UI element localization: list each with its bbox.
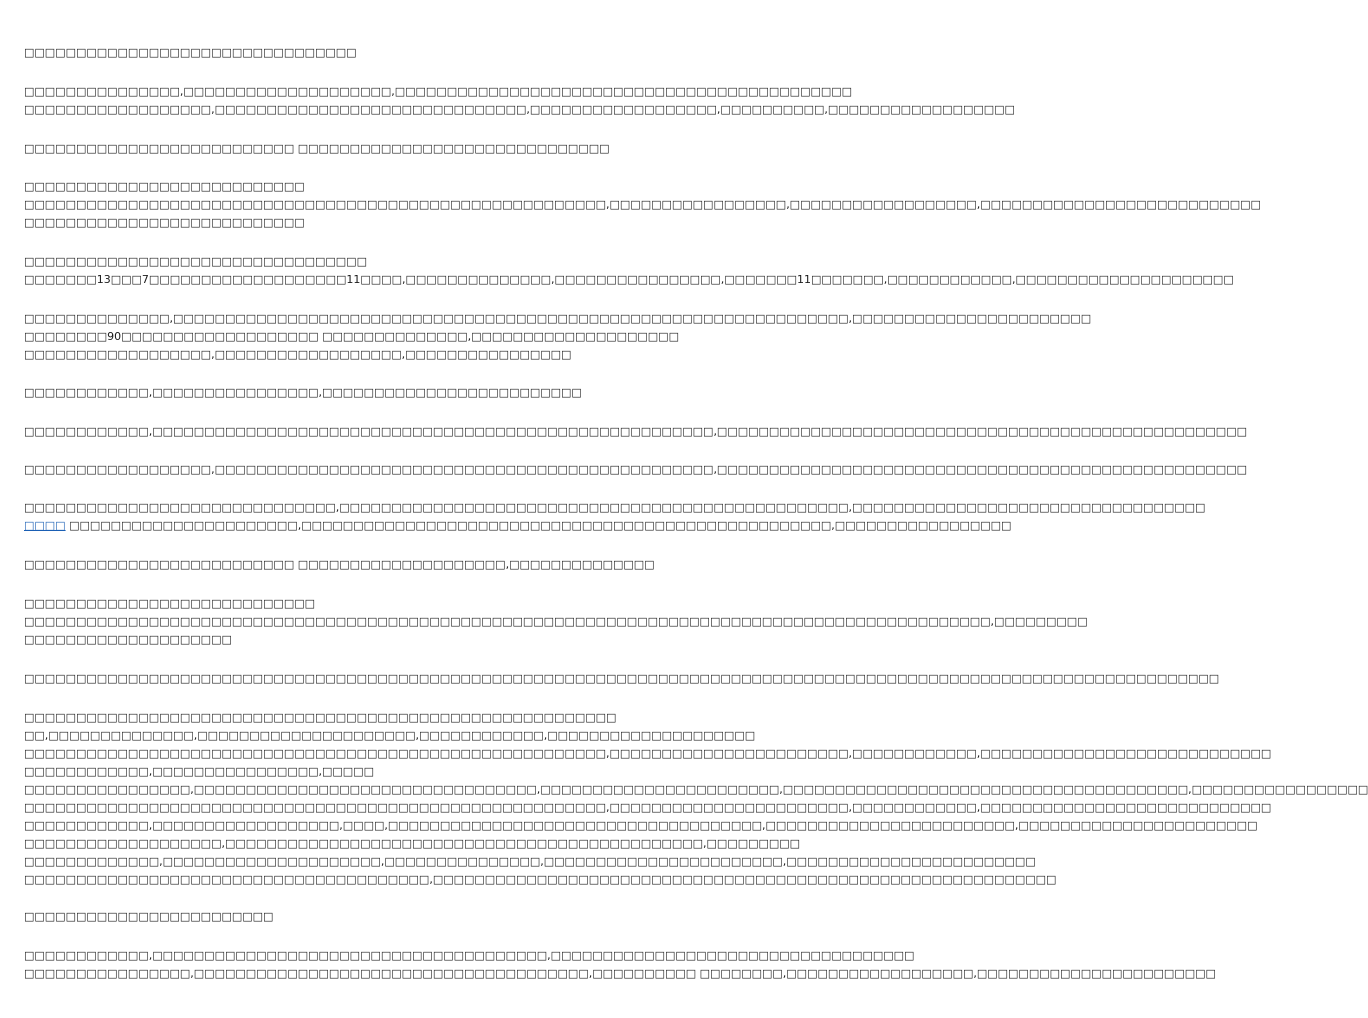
text-line: □□□□□□□13□□□7□□□□□□□□□□□□□□□□□□□11□□□□,□□□□□□□□□□□□□□,□□□□□□□□□□□□□□□□,□□□□□□□11□□□□□□□,□□□□□□□□□□□□,□□□□□□□□□□□□□□□□□□□□□: [24, 273, 1234, 286]
paragraph-2: [24, 83, 1015, 119]
paragraph-10: [24, 499, 1206, 535]
text-line: □□□□□□□□□□□□□□□□□□□,□□□□□□□□□□□□□□□□□□□□□□□□□□□□□□□□□□□□□□□□□□□□□□,□□□□□□□□□: [24, 837, 801, 850]
paragraph-7: [24, 384, 700, 402]
text-line: □□□□□□□□□□□□□□□□□□□□□□□□□□□□: [24, 597, 316, 610]
text-line: □□□□□□□□□□□□□□□□□□□□□□□□□□□: [24, 216, 305, 229]
paragraph-4: [24, 178, 1261, 232]
paragraph-1: [24, 44, 700, 62]
text-line: □□□□□□□□90□□□□□□□□□□□□□□□□□□□ □□□□□□□□□□□□□□,□□□□□□□□□□□□□□□□□□□□: [24, 330, 679, 343]
text-line: □□□□□□□□□□□□□□□□□□,□□□□□□□□□□□□□□□□□□□□□□□□□□□□□□,□□□□□□□□□□□□□□□□□□,□□□□□□□□□□,□□□□□□□□□□□□□□□□□□: [24, 103, 1015, 116]
text-line: □□□□□□□□□□□□□□,□□□□□□□□□□□□□□□□□□□□□□□□□□□□□□□□□□□□□□□□□□□□□□□□□□□□□□□□□□□□□□□□□,□□□□□□□□□□□□□□□□□□□□□□□: [24, 312, 1092, 325]
article-link[interactable]: □□□□: [24, 519, 66, 532]
text-line: □□□□□□□□□□□□□□□□□□□□□□□□□□ □□□□□□□□□□□□□□□□□□□□,□□□□□□□□□□□□□□: [24, 558, 655, 571]
text-line: □□□□□□□□□□□□□□□□□□□□□□□□: [24, 910, 274, 923]
text-line: □□□□□□□□□□□□□□□□□□□□□□□□□□□: [24, 180, 305, 193]
text-line: □□□□□□□□□□□□□□□□,□□□□□□□□□□□□□□□□□□□□□□□□□□□□□□□□□□□□□□,□□□□□□□□□□ □□□□□□□□,□□□□□□□□□□□□□□□□□□,□□□□□□□□□□□□□□□□□□□□□□□: [24, 967, 1216, 980]
text-line: □□□□□□□□□□□□□□□,□□□□□□□□□□□□□□□□□□□□,□□□□□□□□□□□□□□□□□□□□□□□□□□□□□□□□□□□□□□□□□□□□: [24, 85, 853, 98]
text-segment: □□□□□□□□□□□□□□□□□□□□□□,□□□□□□□□□□□□□□□□□□□□□□□□□□□□□□□□□□□□□□□□□□□□□□□□□□□,□□□□□□□□□□□□□□□□□: [65, 519, 1012, 532]
text-line: □□□□□□□□□□□□□□□□□□□□□□□□□□□□□□□□□□□□□□□□□□□□□□□□□□□□□□□□,□□□□□□□□□□□□□□□□□□□□□□□,□□□□□□□□□□□□,□□□□□□□□□□□□□□□□□□□□□□□□□□□□: [24, 801, 1272, 814]
text-line: □□□□□□□□□□□□□,□□□□□□□□□□□□□□□□□□□□□,□□□□□□□□□□□□□□□,□□□□□□□□□□□□□□□□□□□□□□□,□□□□□□□□□□□□□□□□□□□□□□□□: [24, 855, 1036, 868]
text-line: □□□□□□□□□□□□□□□□□□,□□□□□□□□□□□□□□□□□□□□□□□□□□□□□□□□□□□□□□□□□□□□□□□□,□□□□□□□□□□□□□□□□□□□□□□□□□□□□□□□□□□□□□□□□□□□□□□□□□□□: [24, 463, 1247, 476]
paragraph-3: [24, 140, 700, 158]
text-line: □□□□□□□□□□□□□□□□□□□□□□□□□□□□□□□□□: [24, 255, 367, 268]
text-line: □□□□□□□□□□□□,□□□□□□□□□□□□□□□□,□□□□□: [24, 765, 374, 778]
text-line: □□□□□□□□□□□□,□□□□□□□□□□□□□□□□,□□□□□□□□□□□□□□□□□□□□□□□□□: [24, 386, 582, 399]
paragraph-12: [24, 595, 1088, 649]
text-line: □□□□□□□□□□□□□□□□□□□□□□□□□□□□□□□□□□□□□□□□□□□□□□□□□□□□□□□□,□□□□□□□□□□□□□□□□□,□□□□□□□□□□□□□□□□□□,□□□□□□□□□□□□□□□□□□□□□□□□□□□: [24, 198, 1261, 211]
text-line: □□□□□□□□□□□□□□□□□□□□: [24, 633, 232, 646]
text-line: □□□□□□□□□□□□□□□□□□□□□□□□□□ □□□□□□□□□□□□□□□□□□□□□□□□□□□□□□: [24, 142, 610, 155]
paragraph-6: [24, 310, 1092, 364]
paragraph-8: [24, 423, 1247, 441]
text-line: [24, 517, 1012, 535]
text-line: □□,□□□□□□□□□□□□□□,□□□□□□□□□□□□□□□□□□□□□,□□□□□□□□□□□□,□□□□□□□□□□□□□□□□□□□□: [24, 729, 756, 742]
paragraph-16: [24, 947, 1216, 983]
text-line: □□□□□□□□□□□□□□□□□□□□□□□□□□□□□□,□□□□□□□□□□□□□□□□□□□□□□□□□□□□□□□□□□□□□□□□□□□□□□□□□,□□□□□□□□□□□□□□□□□□□□□□□□□□□□□□□□□□: [24, 501, 1206, 514]
text-line: □□□□□□□□□□□□□□□□□□,□□□□□□□□□□□□□□□□□□,□□□□□□□□□□□□□□□□: [24, 348, 572, 361]
text-line: □□□□□□□□□□□□□□□□□□□□□□□□□□□□□□□□□□□□□□□□□□□□□□□□□□□□□□□□,□□□□□□□□□□□□□□□□□□□□□□□,□□□□□□□□□□□□,□□□□□□□□□□□□□□□□□□□□□□□□□□□□: [24, 747, 1272, 760]
text-line: □□□□□□□□□□□□□□□□□□□□□□□□□□□□□□□□: [24, 46, 357, 59]
paragraph-11: [24, 556, 700, 574]
text-line: □□□□□□□□□□□□□□□□□□□□□□□□□□□□□□□□□□□□□□□□□□□□□□□□□□□□□□□□□□□□□□□□□□□□□□□□□□□□□□□□□□□□□□□□□□□□□□□□□□□□□□□□□□□□□□□□□□□: [24, 672, 1220, 685]
text-line: □□□□□□□□□□□□,□□□□□□□□□□□□□□□□□□□□□□□□□□□□□□□□□□□□□□,□□□□□□□□□□□□□□□□□□□□□□□□□□□□□□□□□□□: [24, 949, 915, 962]
text-line: □□□□□□□□□□□□□□□□□□□□□□□□□□□□□□□□□□□□□□□□□□□□□□□□□□□□□□□□□: [24, 711, 617, 724]
paragraph-14: [24, 709, 1368, 889]
text-line: □□□□□□□□□□□□□□□□,□□□□□□□□□□□□□□□□□□□□□□□□□□□□□□□□□,□□□□□□□□□□□□□□□□□□□□□□□,□□□□□□□□□□□□□□□□□□□□□□□□□□□□□□□□□□□□□□□,□□□□□□□□□□□□□□□□□: [24, 783, 1368, 796]
paragraph-13: [24, 670, 1220, 688]
paragraph-5: [24, 253, 1234, 289]
text-line: □□□□□□□□□□□□□□□□□□□□□□□□□□□□□□□□□□□□□□□□□□□□□□□□□□□□□□□□□□□□□□□□□□□□□□□□□□□□□□□□□□□□□□□□□□□□□,□□□□□□□□□: [24, 615, 1088, 628]
paragraph-9: [24, 461, 1247, 479]
text-line: □□□□□□□□□□□□,□□□□□□□□□□□□□□□□□□,□□□□,□□□□□□□□□□□□□□□□□□□□□□□□□□□□□□□□□□□□,□□□□□□□□□□□□□□□□□□□□□□□□,□□□□□□□□□□□□□□□□□□□□□□□: [24, 819, 1258, 832]
paragraph-15: [24, 908, 700, 926]
text-line: □□□□□□□□□□□□,□□□□□□□□□□□□□□□□□□□□□□□□□□□□□□□□□□□□□□□□□□□□□□□□□□□□□□,□□□□□□□□□□□□□□□□□□□□□□□□□□□□□□□□□□□□□□□□□□□□□□□□□□□: [24, 425, 1247, 438]
text-line: □□□□□□□□□□□□□□□□□□□□□□□□□□□□□□□□□□□□□□□,□□□□□□□□□□□□□□□□□□□□□□□□□□□□□□□□□□□□□□□□□□□□□□□□□□□□□□□□□□□□: [24, 873, 1057, 886]
